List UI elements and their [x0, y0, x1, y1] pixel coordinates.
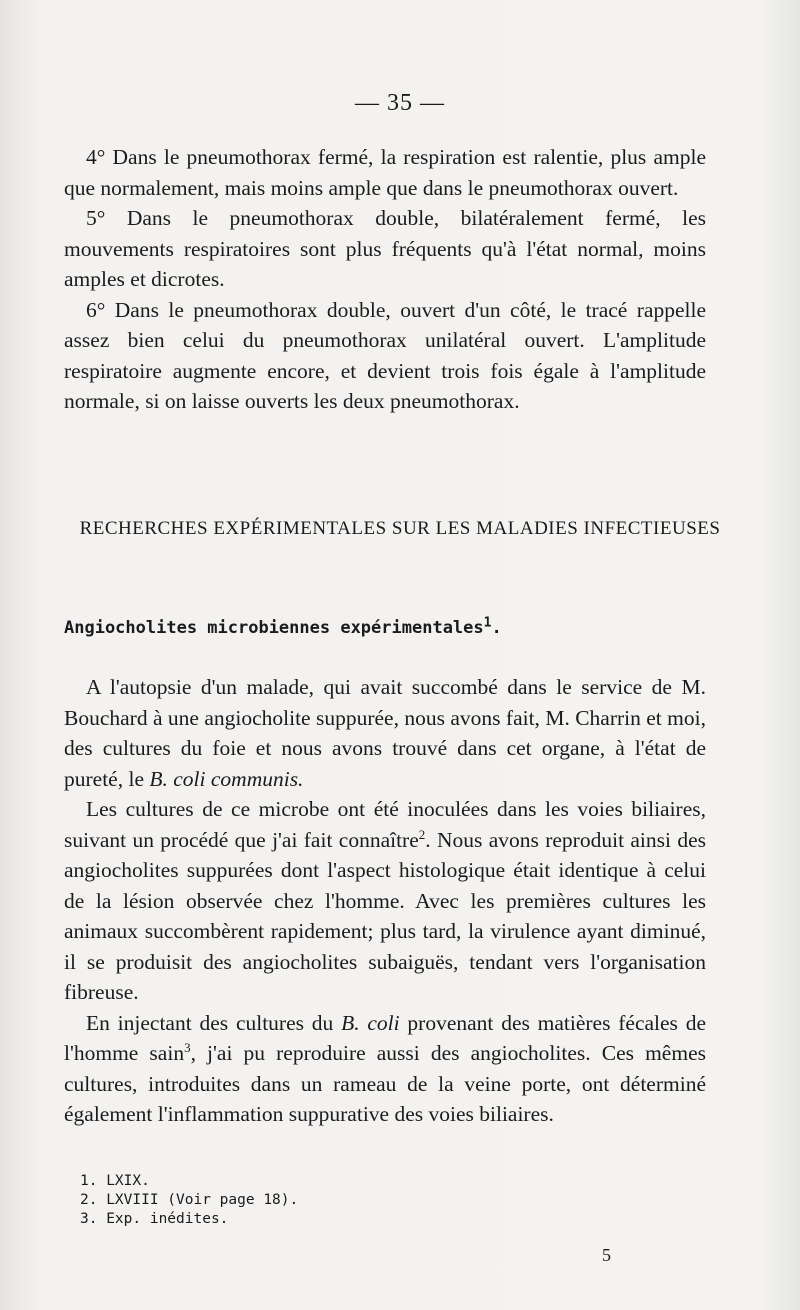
- main-text-block: [64, 672, 706, 1130]
- sub-heading-end: .: [491, 618, 502, 638]
- paragraph-6: 6° Dans le pneumothorax double, ouvert d'un côté, le tracé rappelle assez bien celui du pneumothorax unilatéral ouvert. L'amplitude respiratoire augmente encore, et devient trois fois égale à l'amplitude normale, si on laisse ouverts les deux pneumothorax.: [64, 297, 706, 413]
- footnote-2: 2. LXVIII (Voir page 18).: [80, 1192, 299, 1208]
- page-number-bottom: 5: [602, 1245, 611, 1265]
- footnote-ref-3: 3: [184, 1039, 191, 1055]
- body-paragraph-3-text-b: provenant des matières fécales de l'homme sain: [64, 1010, 707, 1065]
- footnote-ref-1: 1: [483, 615, 492, 631]
- body-paragraph-2-text-b: . Nous avons reproduit ainsi des angiocholites suppurées dont l'aspect histologique était identique à celui de la lésion observée chez l'homme. Avec les premières cultures les animaux succombèrent rapidement; plus tard, la virulence ayant diminué, il se produisit des angiocholites subaiguës, tendant vers l'organisation fibreuse.: [64, 827, 706, 1004]
- footnote-1: 1. LXIX.: [80, 1173, 150, 1189]
- sub-heading-text: Angiocholites microbiennes expérimentales: [64, 618, 484, 638]
- body-paragraph-3-text-a: En injectant des cultures du: [86, 1010, 342, 1035]
- intro-text-block: [64, 142, 706, 417]
- body-paragraph-1-text: A l'autopsie d'un malade, qui avait succombé dans le service de M. Bouchard à une angiocholite suppurée, nous avons fait, M. Charrin et moi, des cultures du foie et nous avons trouvé dans cet organe, à l'état de pureté, le: [64, 675, 706, 791]
- body-paragraph-3-text-c: , j'ai pu reproduire aussi des angiocholites. Ces mêmes cultures, introduites dans un rameau de la veine porte, ont déterminé également l'inflammation suppurative des voies biliaires.: [64, 1041, 706, 1126]
- footnotes: [80, 1172, 298, 1229]
- species-name-italic-2: B. coli: [341, 1010, 400, 1035]
- body-paragraph-2-text-a: Les cultures de ce microbe ont été inoculées dans les voies biliaires, suivant un procédé que j'ai fait connaître: [64, 797, 706, 852]
- page-number-top: — 35 —: [355, 90, 445, 116]
- body-paragraph-1: [64, 672, 706, 794]
- paragraph-5: 5° Dans le pneumothorax double, bilatéralement fermé, les mouvements respiratoires sont plus fréquents qu'à l'état normal, moins amples et dicrotes.: [64, 206, 706, 291]
- footnote-3: 3. Exp. inédites.: [80, 1211, 229, 1227]
- body-paragraph-3: [64, 1008, 706, 1130]
- body-paragraph-2: [64, 794, 706, 1008]
- footnote-ref-2: 2: [418, 826, 426, 842]
- section-heading: RECHERCHES EXPÉRIMENTALES SUR LES MALADIES INFECTIEUSES: [79, 518, 721, 539]
- species-name-italic: B. coli communis.: [149, 766, 304, 791]
- sub-heading: [64, 615, 502, 638]
- paragraph-4: 4° Dans le pneumothorax fermé, la respiration est ralentie, plus ample que normalement, mais moins ample que dans le pneumothorax ouvert.: [64, 145, 706, 200]
